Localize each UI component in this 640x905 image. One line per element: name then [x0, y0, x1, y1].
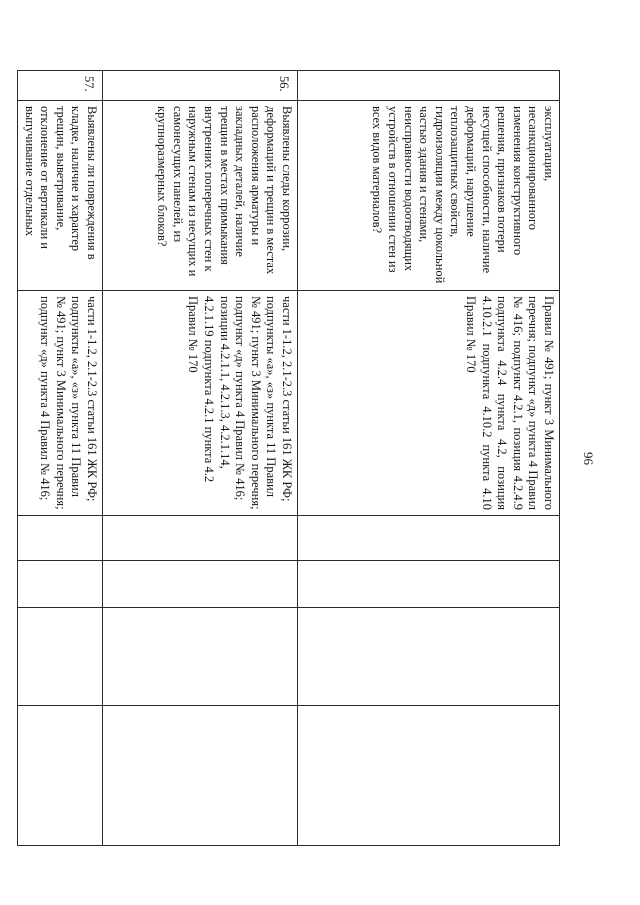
- notes-cell: [298, 706, 560, 846]
- notes-cell: [18, 706, 103, 846]
- requirements-table-wrapper: [22, 70, 560, 845]
- answer-no-cell: [103, 561, 298, 608]
- row-number: 57.: [18, 71, 103, 101]
- answer-no-cell: [298, 561, 560, 608]
- not-applicable-cell: [298, 608, 560, 706]
- row-number: [298, 71, 560, 101]
- table-row: [298, 71, 560, 846]
- answer-no-cell: [18, 561, 103, 608]
- reference-cell: части 1-1.2, 2.1-2.3 статьи 161 ЖК РФ; подпункты «а», «з» пункта 11 Правил № 491; пункт 3 Минимального перечня; подпункт «д» пункта 4 Правил № 416; позиции 4.2.1.1, 4.2.1.3, 4.2.1.14, 4.2.1.19 подпункта 4.2.1 пункта 4.2 Правил № 170: [103, 291, 298, 516]
- not-applicable-cell: [103, 608, 298, 706]
- table-row: [103, 71, 298, 846]
- page-number: 96: [581, 452, 596, 465]
- question-cell: Выявлены ли повреждения в кладке, наличие и характер трещин, выветривание, отклонение от вертикали и выпучивание отдельных: [18, 101, 103, 291]
- answer-yes-cell: [298, 516, 560, 561]
- row-number: 56.: [103, 71, 298, 101]
- question-cell: Выявлены следы коррозии, деформаций и трещин в местах расположения арматуры и закладных деталей, наличие трещин в местах примыкания внутренних поперечных стен к наружным стенам из несущих и самонесущих панелей, из крупноразмерных блоков?: [103, 101, 298, 291]
- notes-cell: [103, 706, 298, 846]
- question-cell: эксплуатации, несанкционированного изменения конструктивного решения, признаков потери несущей способности, наличие деформаций, нарушение теплозащитных свойств, гидроизоляции между цокольной частью здания и стенами, неисправности водоотводящих устройств в отношении стен из всех видов материалов?: [298, 101, 560, 291]
- answer-yes-cell: [18, 516, 103, 561]
- not-applicable-cell: [18, 608, 103, 706]
- answer-yes-cell: [103, 516, 298, 561]
- reference-cell: Правил № 491; пункт 3 Минимального перечня; подпункт «д» пункта 4 Правил № 416; подпункт 4.2.1, позиция 4.2.4.9 подпункта 4.2.4 пункта 4.2, позиция 4.10.2.1 подпункта 4.10.2 пункта 4.10 Правил № 170: [298, 291, 560, 516]
- requirements-table: [17, 70, 560, 846]
- table-row: [18, 71, 103, 846]
- reference-cell: части 1-1.2, 2.1-2.3 статьи 161 ЖК РФ; подпункты «а», «з» пункта 11 Правил № 491; пункт 3 Минимального перечня; подпункт «д» пункта 4 Правил № 416;: [18, 291, 103, 516]
